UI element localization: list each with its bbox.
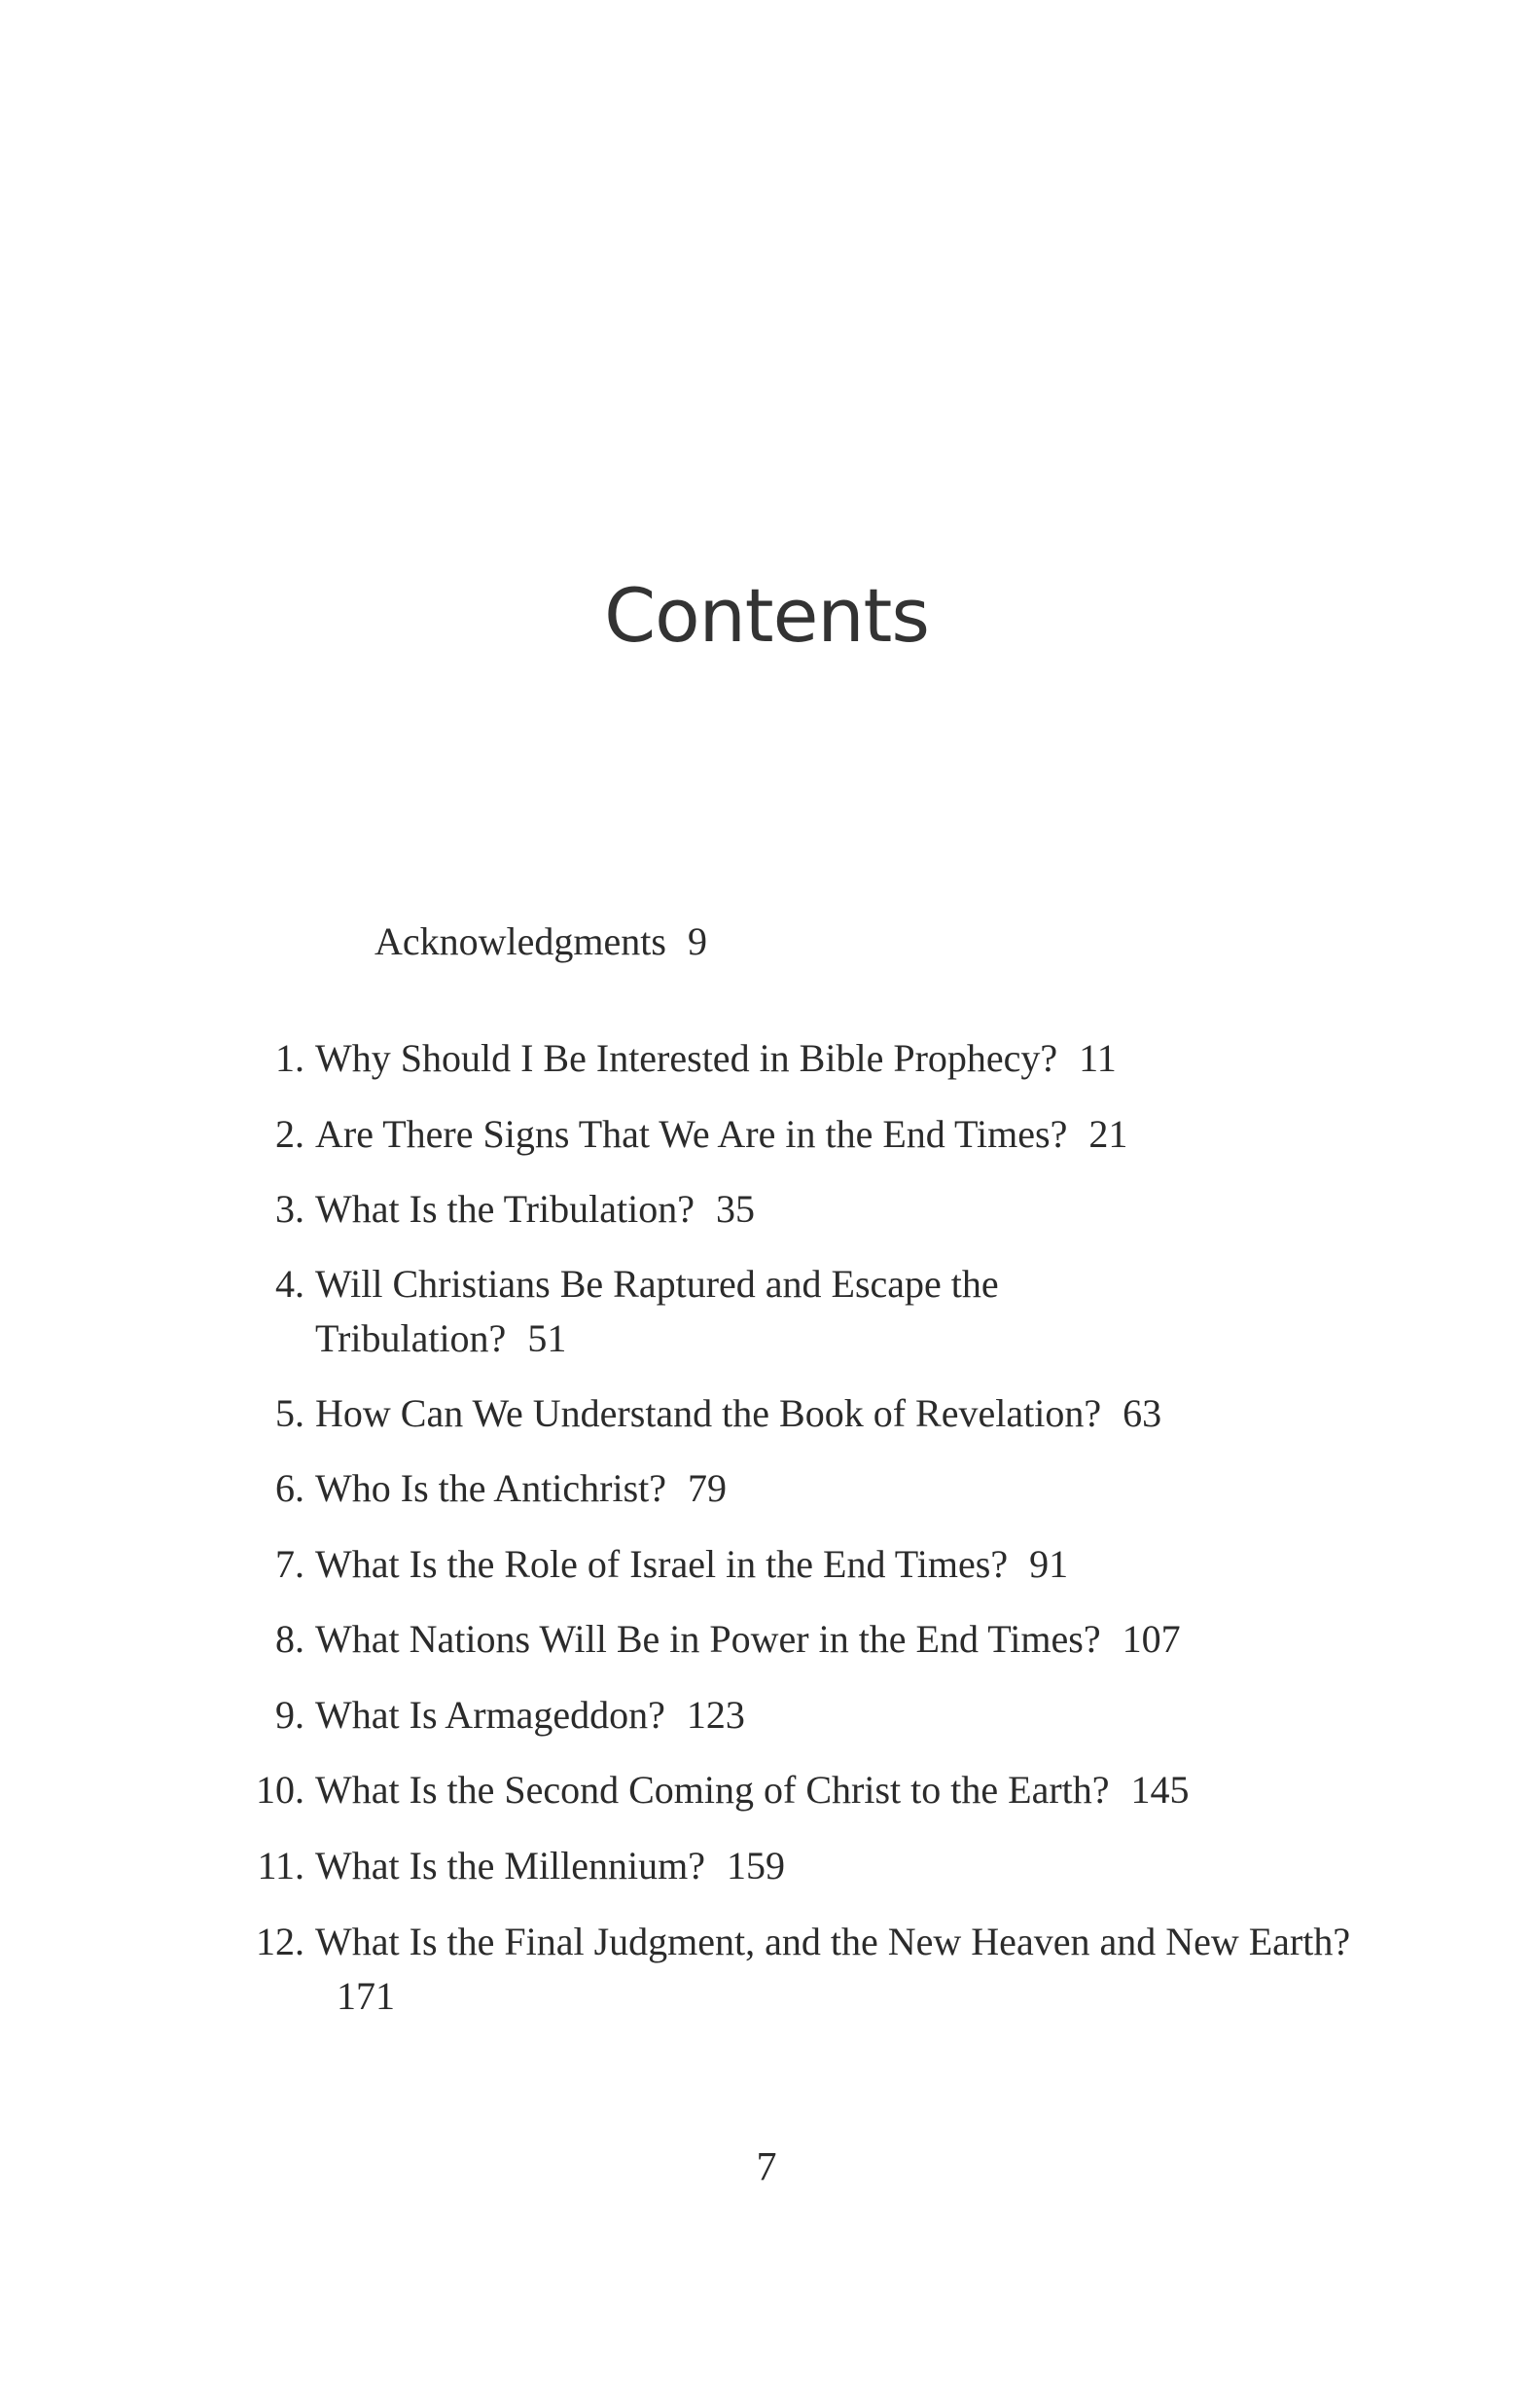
toc-entry-number: 10.: [256, 1768, 304, 1812]
toc-entry-number: 4.: [275, 1262, 304, 1306]
toc-entry-title: What Is Armageddon?: [315, 1693, 665, 1737]
toc-entry-title: What Is the Final Judgment, and the New Heaven and New Earth?: [315, 1920, 1351, 1963]
toc-entry-title: How Can We Understand the Book of Revelation?: [315, 1391, 1102, 1435]
toc-entry-page: 123: [686, 1693, 745, 1737]
toc-entry-number: 7.: [275, 1542, 304, 1586]
toc-entry-title: What Is the Second Coming of Christ to the Earth?: [315, 1768, 1110, 1812]
toc-entry-title: What Nations Will Be in Power in the End Times?: [315, 1617, 1101, 1661]
toc-entry-title: Acknowledgments: [374, 919, 666, 963]
toc-entry-title: Are There Signs That We Are in the End Times?: [315, 1112, 1068, 1156]
toc-entry-page: 35: [715, 1187, 755, 1231]
toc-entry-number: 5.: [275, 1391, 304, 1435]
toc-entry-page: 145: [1130, 1768, 1190, 1812]
toc-entry-number: 9.: [275, 1693, 304, 1737]
toc-entry-title: What Is the Millennium?: [315, 1844, 706, 1887]
page-title: Contents: [604, 572, 929, 659]
toc-entry-page: 91: [1029, 1542, 1069, 1586]
toc-entry-title: What Is the Tribulation?: [315, 1187, 695, 1231]
toc-entry-number: 6.: [275, 1466, 304, 1510]
toc-entry-number: 11.: [257, 1844, 304, 1887]
toc-entry-page: 107: [1122, 1617, 1181, 1661]
toc-entry-number: 12.: [256, 1920, 304, 1963]
toc-entry-title: Will Christians Be Raptured and Escape the Tribulation?: [315, 1262, 999, 1360]
toc-entry-page: 11: [1079, 1036, 1117, 1080]
toc-entry-number: 1.: [275, 1036, 304, 1080]
toc-entry-page: 51: [527, 1316, 567, 1360]
toc-entry-number: 3.: [275, 1187, 304, 1231]
toc-entry-title: Who Is the Antichrist?: [315, 1466, 667, 1510]
toc-entry-number: 8.: [275, 1617, 304, 1661]
toc-entry-acknowledgments: [374, 915, 707, 969]
toc-entry-number: 2.: [275, 1112, 304, 1156]
toc-entry-page: 63: [1123, 1391, 1162, 1435]
toc-entry-page: 171: [337, 1974, 395, 2018]
toc-entry-page: 79: [688, 1466, 728, 1510]
page-number: 7: [756, 2145, 777, 2190]
toc-entry-title: What Is the Role of Israel in the End Times?: [315, 1542, 1009, 1586]
toc-entry-page: 159: [727, 1844, 786, 1887]
toc-entry-title: Why Should I Be Interested in Bible Prophecy?: [315, 1036, 1058, 1080]
toc-entry-page: 9: [687, 919, 707, 963]
toc-entry-page: 21: [1088, 1112, 1128, 1156]
